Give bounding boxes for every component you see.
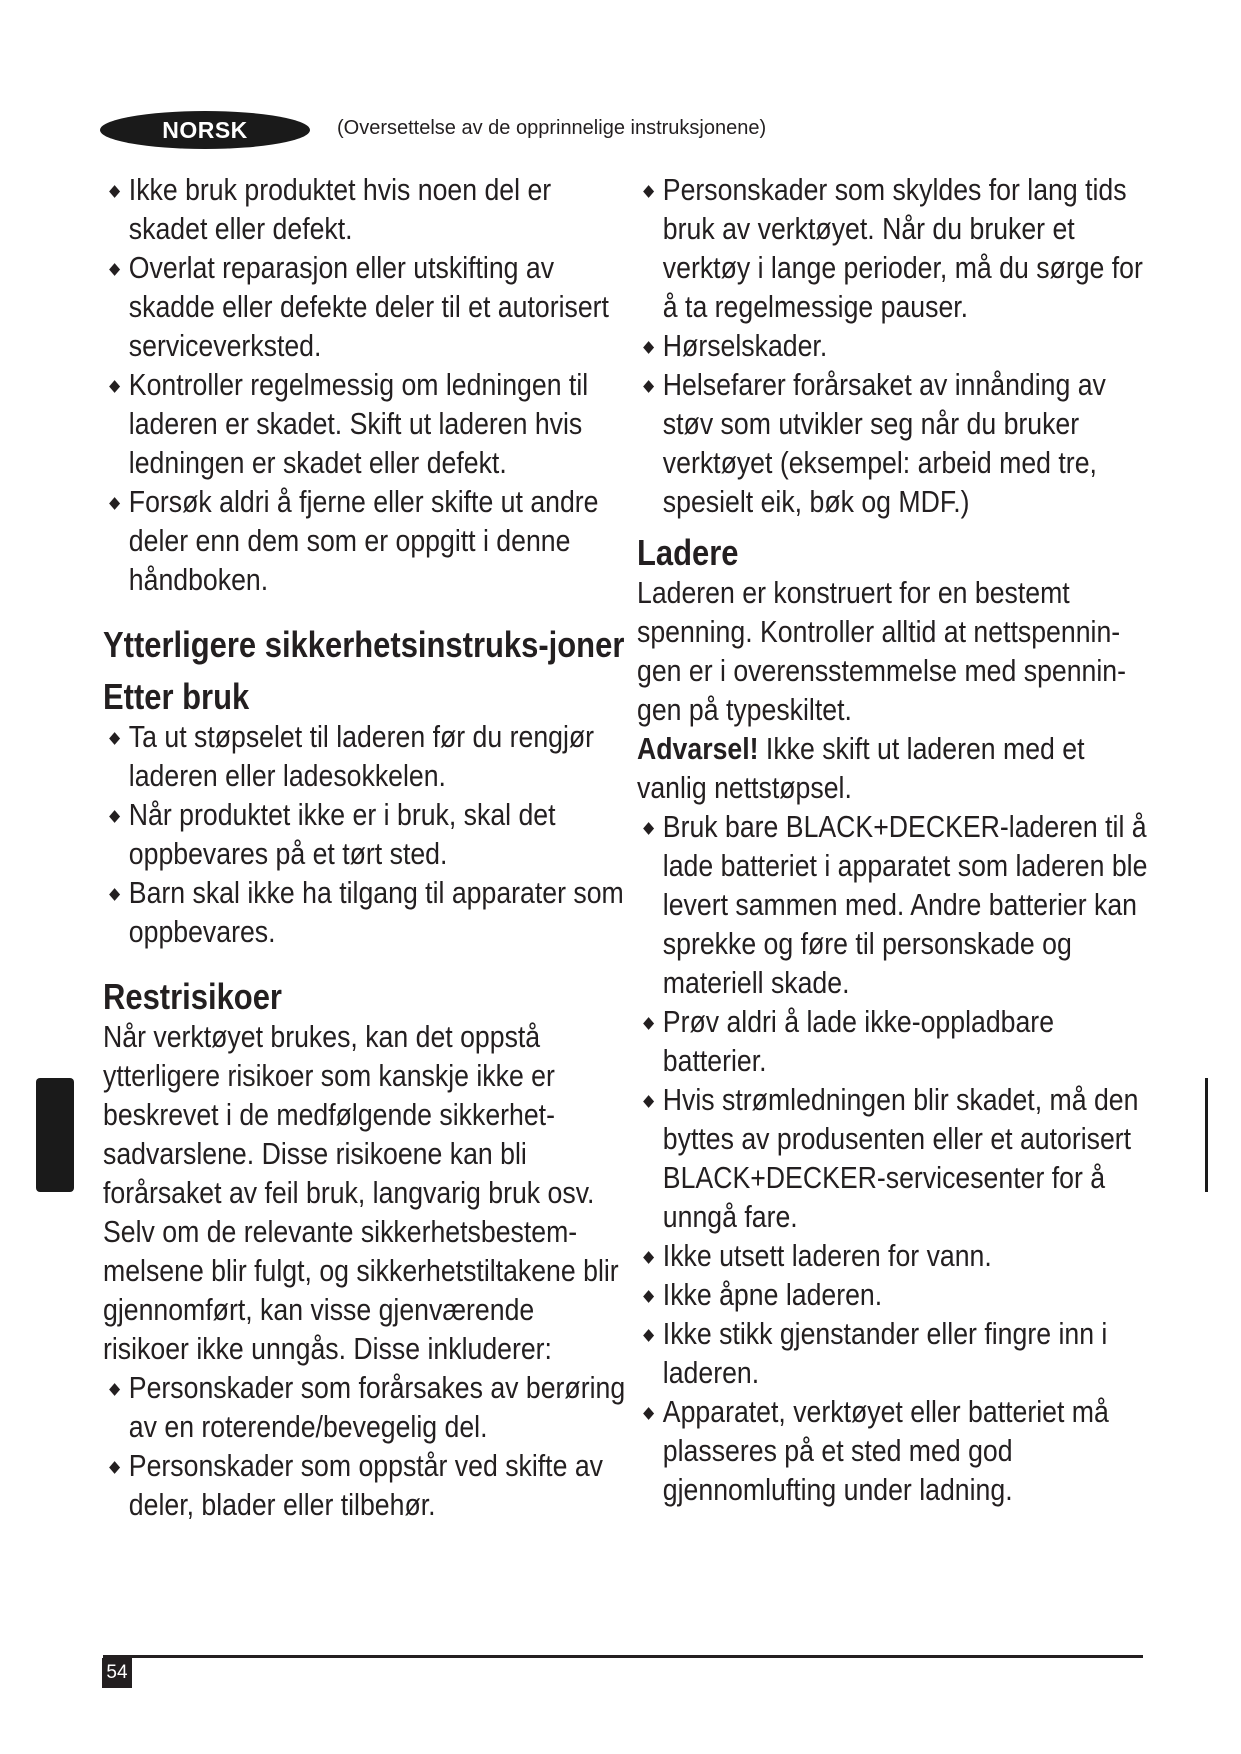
list-item: Bruk bare BLACK+DECKER-laderen til å lade batteriet i apparatet som laderen ble levert sammen med. Andre batterier kan sprekke og føre til personskade og materiell skade. [637, 807, 1160, 1002]
diamond-bullet-icon [109, 1383, 120, 1396]
diamond-bullet-icon [109, 732, 120, 745]
list-item: Overlat reparasjon eller utskifting av skadde eller defekte deler til et autorisert serviceverksted. [103, 248, 626, 365]
diamond-bullet-icon [643, 1251, 654, 1264]
warning-text: Ikke skift ut laderen med et vanlig nettstøpsel. [637, 731, 1085, 805]
charger-bullet-list [637, 807, 1160, 1509]
residual-bullet-list [103, 1368, 626, 1524]
list-item: Personskader som oppstår ved skifte av deler, blader eller tilbehør. [103, 1446, 626, 1524]
diamond-bullet-icon [643, 185, 654, 198]
left-column [103, 170, 626, 1524]
after-use-heading: Etter bruk [103, 676, 250, 717]
diamond-bullet-icon [643, 1095, 654, 1108]
diamond-bullet-icon [643, 341, 654, 354]
diamond-bullet-icon [109, 1461, 120, 1474]
diamond-bullet-icon [109, 185, 120, 198]
diamond-bullet-icon [109, 380, 120, 393]
language-side-tab [36, 1078, 74, 1192]
list-item: Ikke utsett laderen for vann. [637, 1236, 1160, 1275]
chargers-text: Laderen er konstruert for en bestemt spenning. Kontroller alltid at nettspennin-gen er i overensstemmelse med spennin-gen på typeskiltet. [637, 575, 1127, 727]
list-item: Prøv aldri å lade ikke-oppladbare batterier. [637, 1002, 1160, 1080]
right-column [637, 170, 1157, 1509]
list-item: Kontroller regelmessig om ledningen til laderen er skadet. Skift ut laderen hvis ledningen er skadet eller defekt. [103, 365, 626, 482]
diamond-bullet-icon [109, 497, 120, 510]
diamond-bullet-icon [643, 1290, 654, 1303]
side-marker-line [1205, 1078, 1208, 1192]
list-item: Hørselskader. [637, 326, 1160, 365]
section-title: Ytterligere sikkerhetsinstruks-joner [103, 624, 625, 665]
chargers-heading: Ladere [637, 532, 739, 573]
diamond-bullet-icon [643, 822, 654, 835]
list-item: Ikke stikk gjenstander eller fingre inn i laderen. [637, 1314, 1160, 1392]
list-item: Personskader som forårsakes av berøring av en roterende/bevegelig del. [103, 1368, 626, 1446]
diamond-bullet-icon [643, 380, 654, 393]
diamond-bullet-icon [643, 1407, 654, 1420]
footer-rule [103, 1655, 1143, 1658]
page-number: 54 [102, 1658, 132, 1688]
list-item: Forsøk aldri å fjerne eller skifte ut andre deler enn dem som er oppgitt i denne håndboken. [103, 482, 626, 599]
warning-label: Advarsel! [637, 731, 759, 766]
residual-risks-text: Når verktøyet brukes, kan det oppstå ytterligere risikoer som kanskje ikke er beskrevet i de medfølgende sikkerhet-sadvarslene. Disse risikoene kan bli forårsaket av feil bruk, langvarig bruk osv. Selv om de relevante sikkerhetsbestem-melsene blir fulgt, og sikkerhetstiltakene blir gjennomført, kan visse gjenværende risikoer ikke unngås. Disse inkluderer: [103, 1019, 619, 1366]
list-item: Ikke bruk produktet hvis noen del er skadet eller defekt. [103, 170, 626, 248]
warning-paragraph [637, 729, 1160, 807]
list-item: Barn skal ikke ha tilgang til apparater som oppbevares. [103, 873, 626, 951]
list-item: Ikke åpne laderen. [637, 1275, 1160, 1314]
list-item: Apparatet, verktøyet eller batteriet må plasseres på et sted med god gjennomlufting under ladning. [637, 1392, 1160, 1509]
diamond-bullet-icon [109, 888, 120, 901]
diamond-bullet-icon [643, 1329, 654, 1342]
intro-bullet-list [103, 170, 626, 599]
diamond-bullet-icon [109, 263, 120, 276]
diamond-bullet-icon [643, 1017, 654, 1030]
translation-note: (Oversettelse av de opprinnelige instruksjonene) [337, 117, 767, 139]
list-item: Hvis strømledningen blir skadet, må den byttes av produsenten eller et autorisert BLACK+DECKER-servicesenter for å unngå fare. [637, 1080, 1160, 1236]
language-label: NORSK [100, 111, 310, 149]
list-item: Når produktet ikke er i bruk, skal det oppbevares på et tørt sted. [103, 795, 626, 873]
list-item: Personskader som skyldes for lang tids bruk av verktøyet. Når du bruker et verktøy i lange perioder, må du sørge for å ta regelmessige pauser. [637, 170, 1160, 326]
list-item: Ta ut støpselet til laderen før du rengjør laderen eller ladesokkelen. [103, 717, 626, 795]
after-use-bullet-list [103, 717, 626, 951]
list-item: Helsefarer forårsaket av innånding av støv som utvikler seg når du bruker verktøyet (eksempel: arbeid med tre, spesielt eik, bøk og MDF.) [637, 365, 1160, 521]
residual-bullet-list-continued [637, 170, 1160, 521]
residual-risks-heading: Restrisikoer [103, 976, 282, 1017]
diamond-bullet-icon [109, 810, 120, 823]
